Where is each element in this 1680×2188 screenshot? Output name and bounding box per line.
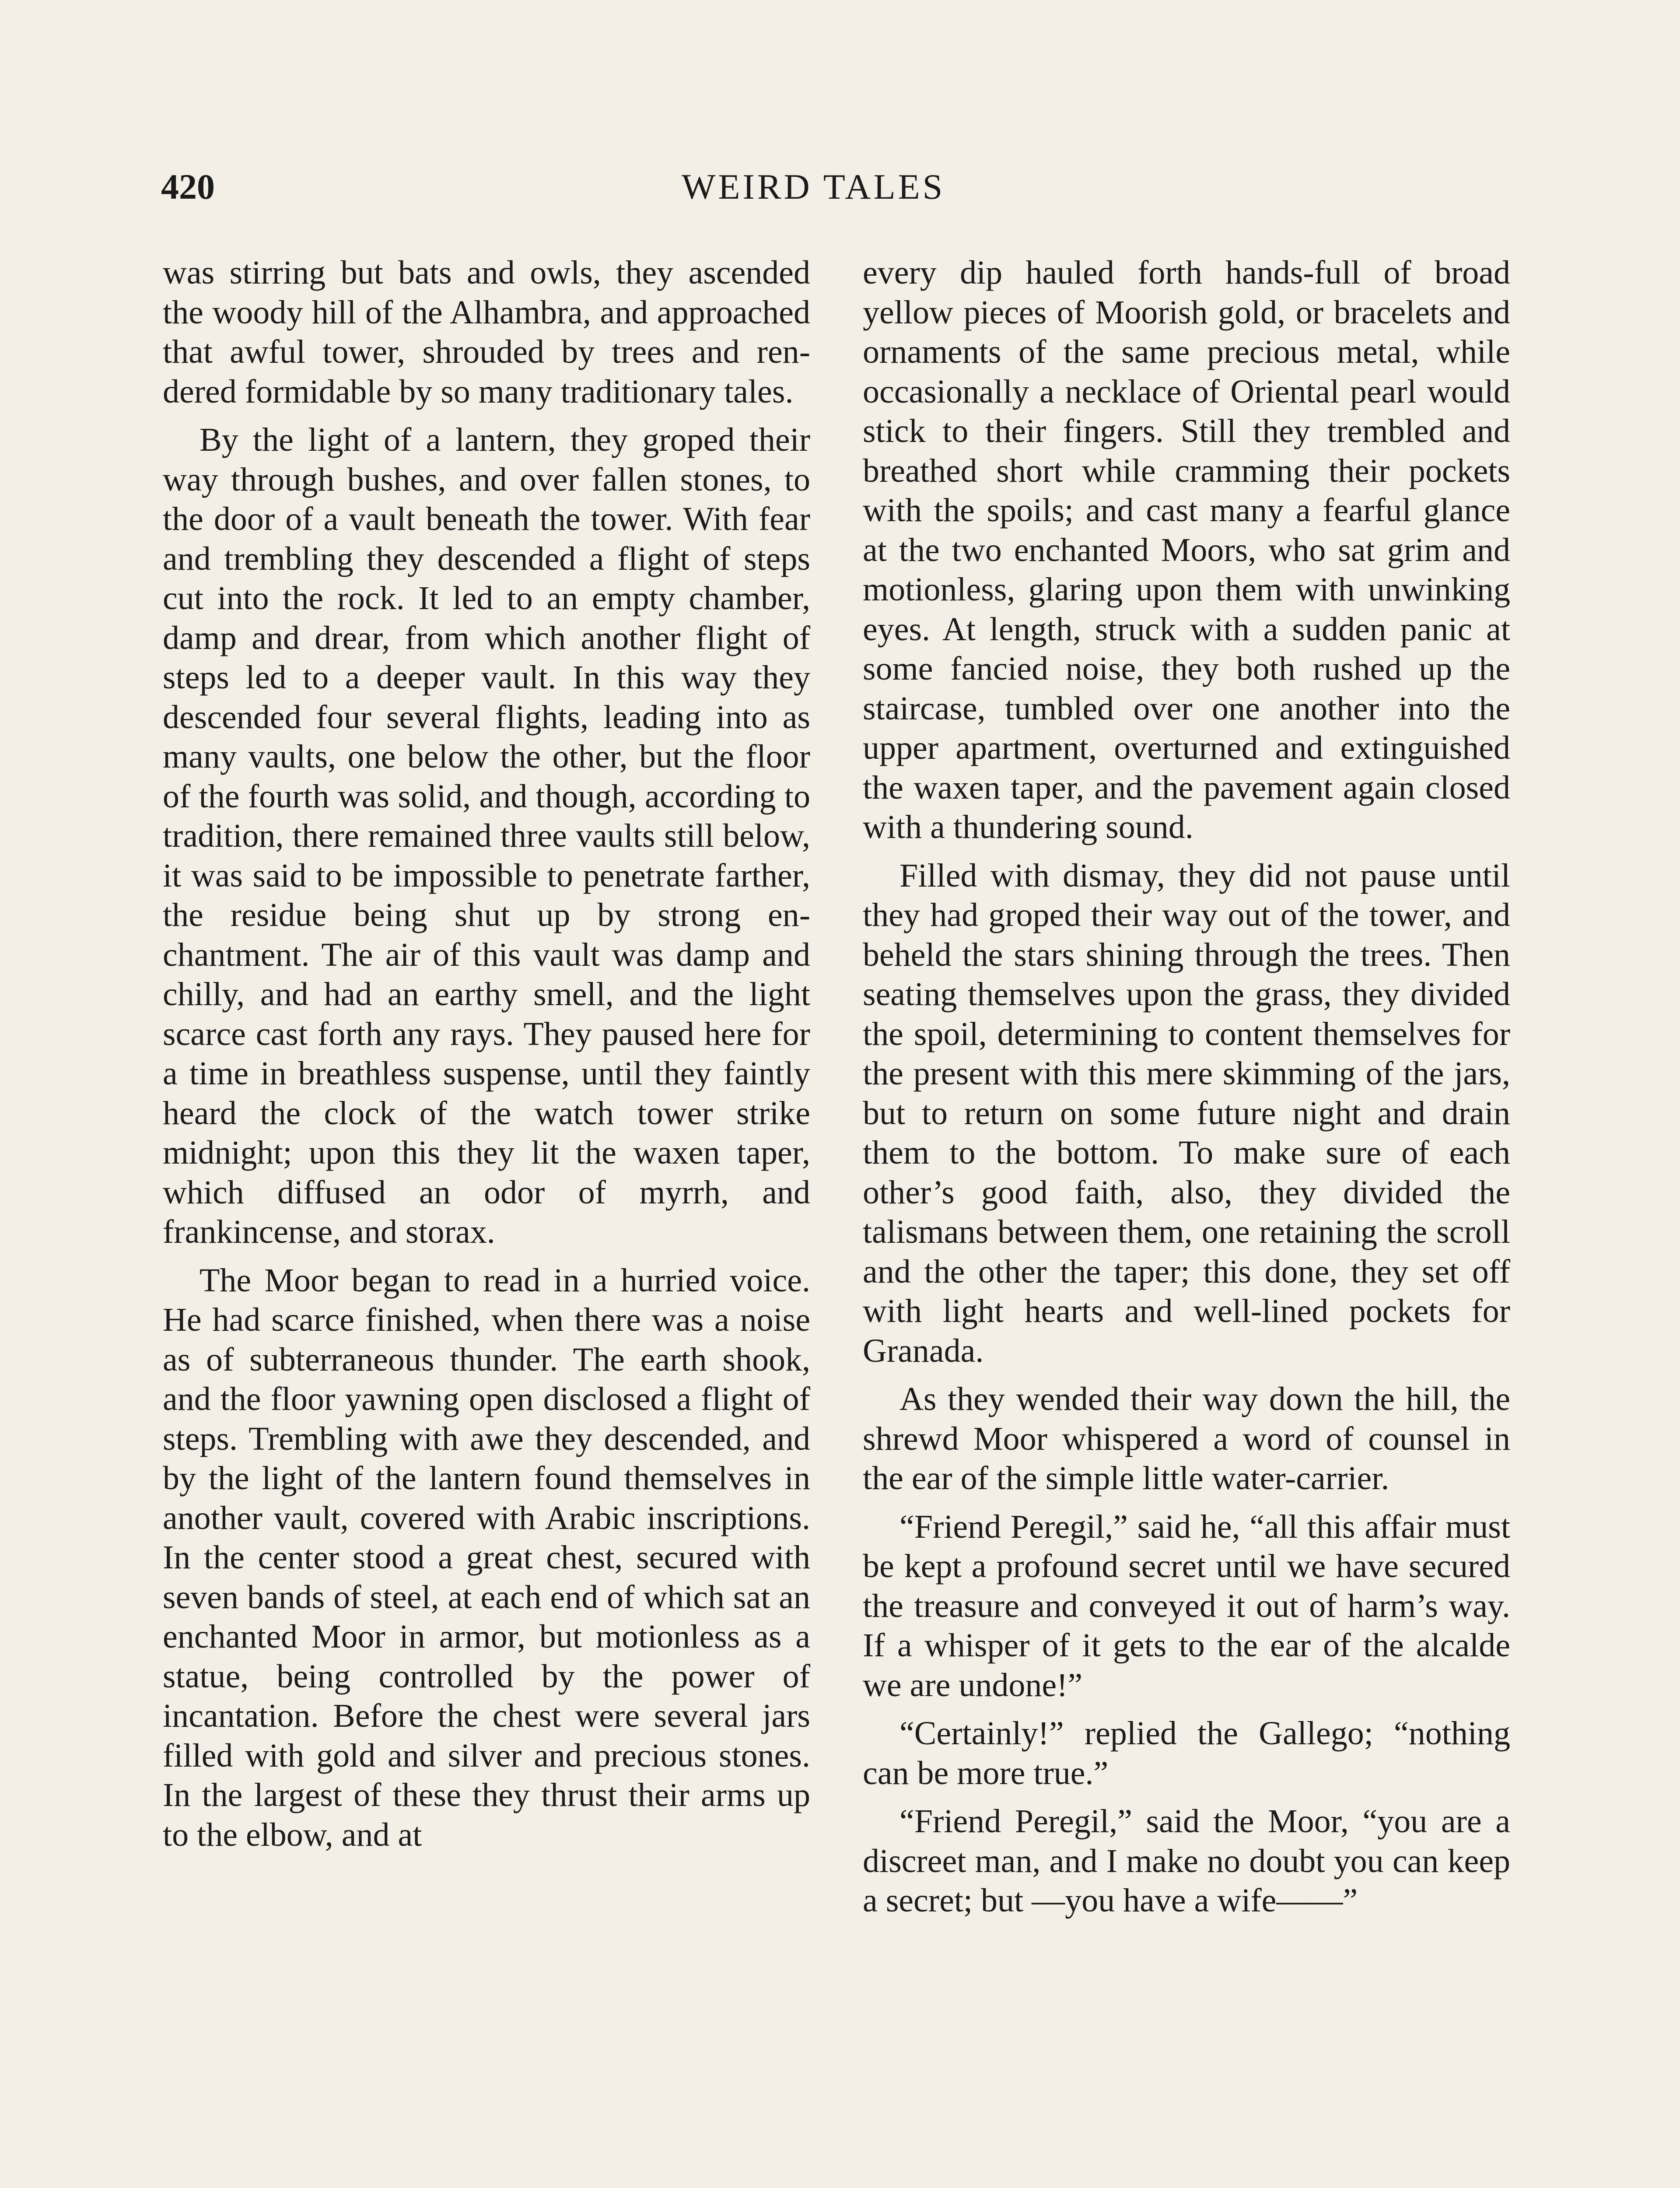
paragraph: “Friend Peregil,” said he, “all this affair must be kept a profound secret until we have secured the treasure and conveyed it out of harm’s way. If a whisper of it gets to the ear of the alcalde we are undone!” bbox=[863, 1508, 1510, 1704]
paragraph: “Friend Peregil,” said the Moor, “you are a discreet man, and I make no doubt you can keep a secret; but —you have a wife——” bbox=[863, 1803, 1510, 1919]
paragraph: Filled with dismay, they did not pause until they had groped their way out of the tower, and beheld the stars shining through the trees. Then seating themselves upon the grass, they divided the spoil, determining to content themselves for the present with this mere skimming of the jars, but to return on some future night and drain them to the bottom. To make sure of each other’s good faith, also, they divided the talismans between them, one retaining the scroll and the other the taper; this done, they set off with light hearts and well-lined pockets for Granada. bbox=[863, 857, 1510, 1369]
paragraph: By the light of a lantern, they groped their way through bushes, and over fallen stones, to the door of a vault beneath the tower. With fear and trembling they descended a flight of steps cut into the rock. It led to an empty chamber, damp and drear, from which another flight of steps led to a deeper vault. In this way they descended four several flights, leading into as many vaults, one below the other, but the floor of the fourth was solid, and though, according to tradition, there remained three vaults still below, it was said to be impossible to penetrate farther, the residue being shut up by strong enchantment. The air of this vault was damp and chilly, and had an earthy smell, and the light scarce cast forth any rays. They paused here for a time in breathless suspense, until they faintly heard the clock of the watch tower strike midnight; upon this they lit the waxen taper, which diffused an odor of myrrh, and frankincense, and storax. bbox=[163, 421, 810, 1250]
page-header bbox=[161, 163, 1517, 211]
running-title: WEIRD TALES bbox=[682, 167, 945, 207]
paragraph: every dip hauled forth hands-full of broad yellow pieces of Moorish gold, or bracelets and ornaments of the same precious metal, while occasionally a necklace of Oriental pearl would stick to their fingers. Still they trembled and breathed short while cramming their pockets with the spoils; and cast many a fearful glance at the two enchanted Moors, who sat grim and motionless, glaring upon them with unwinking eyes. At length, struck with a sudden panic at some fancied noise, they both rushed up the staircase, tumbled over one another into the upper apartment, overturned and extinguished the waxen taper, and the pavement again closed with a thundering sound. bbox=[863, 254, 1510, 845]
text-columns bbox=[163, 253, 1519, 2188]
left-column bbox=[163, 253, 810, 2188]
paragraph: was stirring but bats and owls, they ascended the woody hill of the Alhambra, and approached that awful tower, shrouded by trees and rendered formidable by so many traditionary tales. bbox=[163, 254, 810, 410]
paragraph: The Moor began to read in a hurried voice. He had scarce finished, when there was a noise as of subterraneous thunder. The earth shook, and the floor yawning open disclosed a flight of steps. Trembling with awe they descended, and by the light of the lantern found themselves in another vault, covered with Arabic inscriptions. In the center stood a great chest, secured with seven bands of steel, at each end of which sat an enchanted Moor in armor, but motionless as a statue, being controlled by the power of incantation. Before the chest were several jars filled with gold and silver and precious stones. In the largest of these they thrust their arms up to the elbow, and at bbox=[163, 1262, 810, 1853]
paragraph: As they wended their way down the hill, the shrewd Moor whispered a word of counsel in the ear of the simple little water-carrier. bbox=[863, 1381, 1510, 1497]
right-column bbox=[863, 253, 1510, 2188]
paragraph: “Certainly!” replied the Gallego; “nothing can be more true.” bbox=[863, 1715, 1510, 1792]
page-number: 420 bbox=[161, 167, 215, 207]
